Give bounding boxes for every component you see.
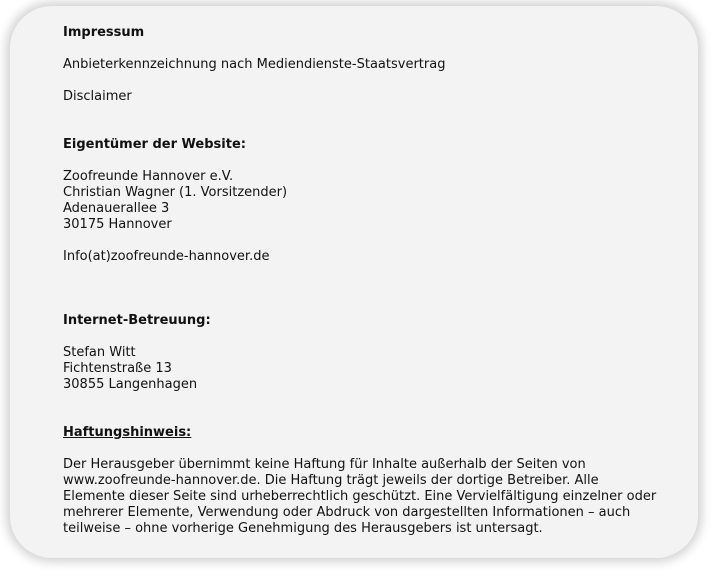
liability-line: www.zoofreunde-hannover.de. Die Haftung trägt jeweils der dortige Betreiber. Alle — [63, 473, 599, 488]
owner-line: 30175 Hannover — [63, 217, 172, 232]
content-card — [10, 6, 698, 558]
owner-heading: Eigentümer der Website: — [63, 137, 246, 152]
owner-address — [63, 169, 698, 233]
liability-text — [63, 457, 673, 537]
liability-line: teilweise – ohne vorherige Genehmigung des Herausgebers ist untersagt. — [63, 521, 543, 536]
support-line: Stefan Witt — [63, 345, 136, 360]
owner-line: Adenauerallee 3 — [63, 201, 170, 216]
anbieter-link[interactable]: Anbieterkennzeichnung nach Mediendienste-Staatsvertrag — [63, 57, 446, 72]
liability-line: Elemente dieser Seite sind urheberrechtlich geschützt. Eine Vervielfältigung einzelner oder — [63, 489, 657, 504]
support-line: Fichtenstraße 13 — [63, 361, 172, 376]
disclaimer-link[interactable]: Disclaimer — [63, 89, 132, 104]
owner-email[interactable]: Info(at)zoofreunde-hannover.de — [63, 249, 270, 264]
liability-heading: Haftungshinweis: — [63, 425, 192, 440]
liability-line: Der Herausgeber übernimmt keine Haftung für Inhalte außerhalb der Seiten von — [63, 457, 586, 472]
support-line: 30855 Langenhagen — [63, 377, 198, 392]
support-heading: Internet-Betreuung: — [63, 313, 211, 328]
owner-line: Zoofreunde Hannover e.V. — [63, 169, 234, 184]
impressum-title: Impressum — [63, 25, 145, 40]
owner-line: Christian Wagner (1. Vorsitzender) — [63, 185, 288, 200]
liability-line: mehrerer Elemente, Verwendung oder Abdruck von dargestellten Informationen – auch — [63, 505, 631, 520]
support-address — [63, 345, 698, 393]
